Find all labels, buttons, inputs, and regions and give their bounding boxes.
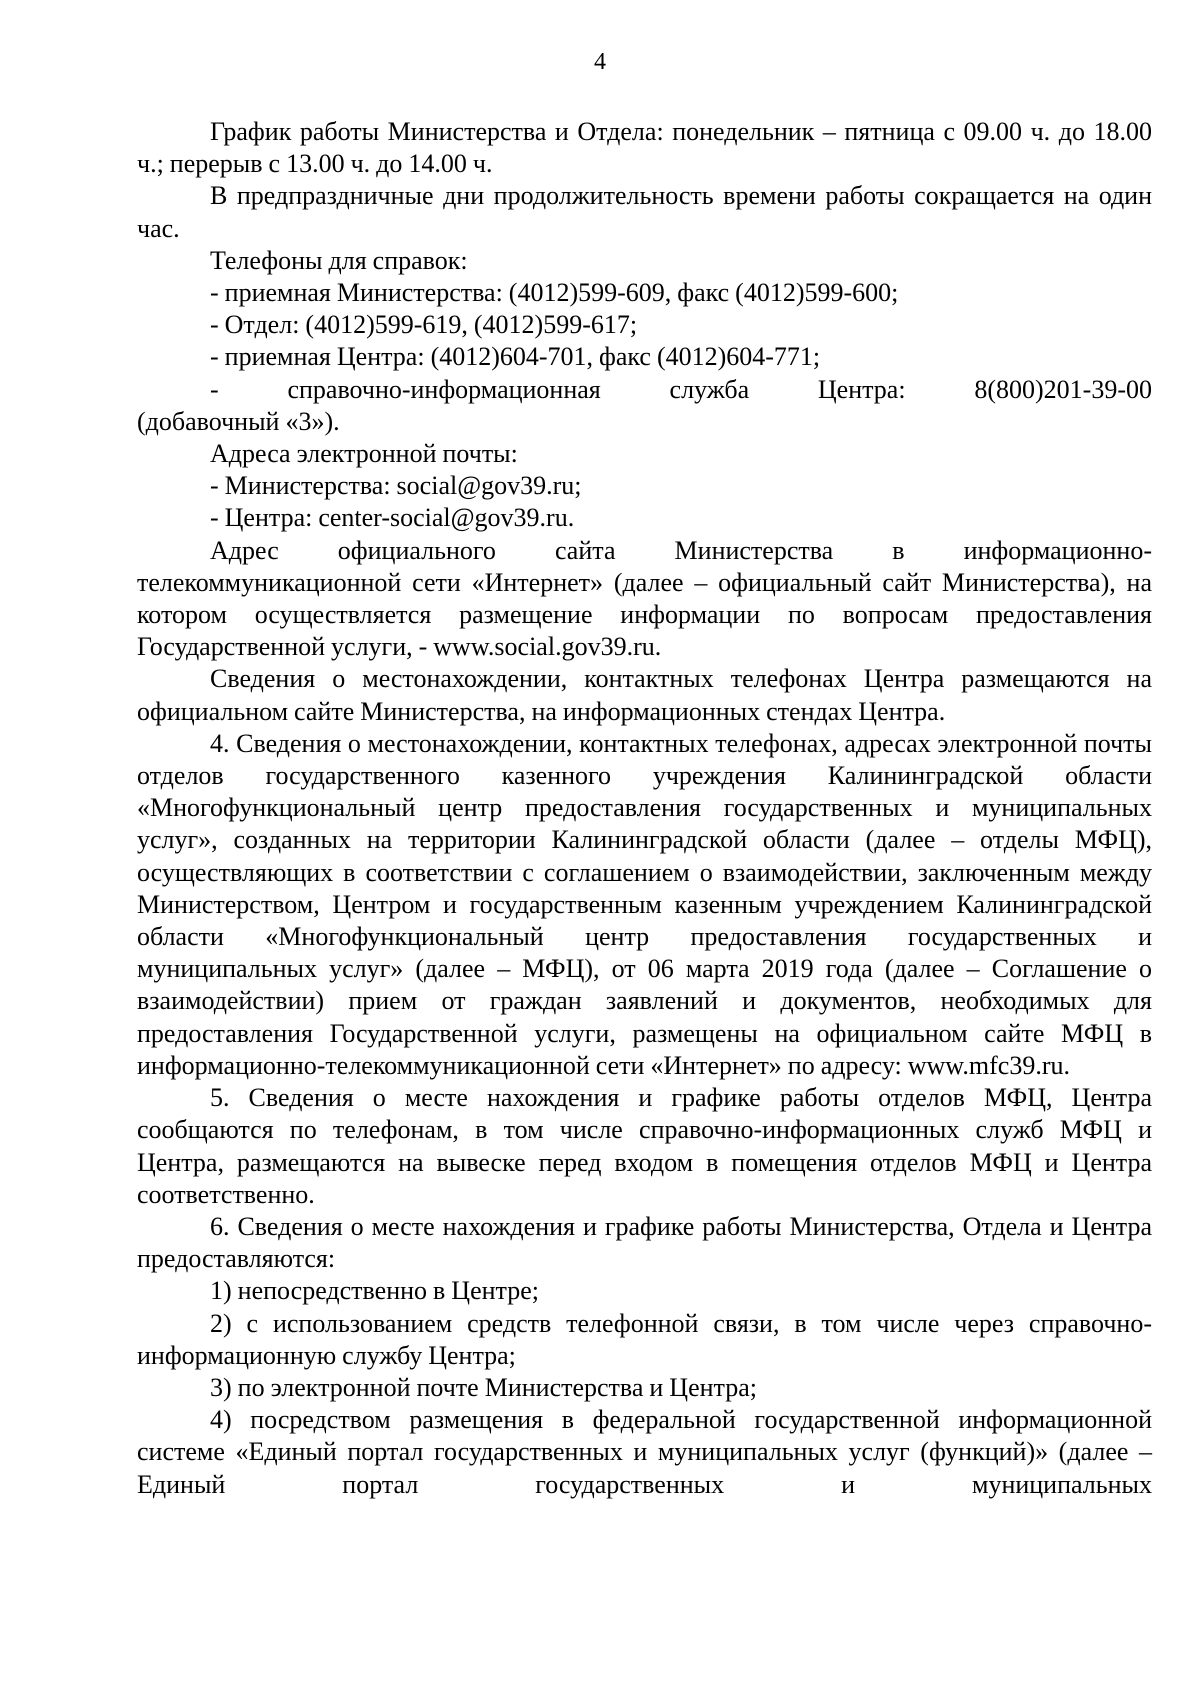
list-item-6-1: 1) непосредственно в Центре; [210,1276,539,1306]
document-body [137,116,1152,1501]
list-item-center-hotline-ext: (добавочный «3»). [137,406,340,436]
paragraph-pre-holiday: В предпраздничные дни продолжительность времени работы сокращается на один час. [137,181,1152,243]
paragraph-item-4: 4. Сведения о местонахождении, контактных телефонах, адресах электронной почты отделов государственного казенного учреждения Калининградской области «Многофункциональный центр предоставления государственных и муниципальных услуг», созданных на территории Калининградской области (далее – отделы МФЦ), осуществляющих в соответствии с соглашением о взаимодействии, заключенным между Министерством, Центром и государственным казенным учреждением Калининградской области «Многофункциональный центр предоставления государственных и муниципальных услуг» (далее – МФЦ), от 06 марта 2019 года (далее – Соглашение о взаимодействии) прием от граждан заявлений и документов, необходимых для предоставления Государственной услуги, размещены на официальном сайте МФЦ в информационно-телекоммуникационной сети «Интернет» по адресу: www.mfc39.ru. [137,728,1152,1080]
paragraph-item-6: 6. Сведения о месте нахождения и графике работы Министерства, Отдела и Центра предоставляются: [137,1211,1152,1274]
list-item-center-reception: - приемная Центра: (4012)604-701, факс (4012)604-771; [210,342,821,372]
list-item-6-4: 4) посредством размещения в федеральной государственной информационной системе «Единый портал государственных и муниципальных услуг (функций)» (далее – Единый портал государственных и муниципальных [137,1405,1152,1499]
paragraph-work-schedule: График работы Министерства и Отдела: понедельник – пятница с 09.00 ч. до 18.00 ч.; перерыв с 13.00 ч. до 14.00 ч. [137,117,1152,179]
paragraph-phones-heading: Телефоны для справок: [210,245,468,275]
list-item-center-email: - Центра: center-social@gov39.ru. [210,503,575,533]
list-item-ministry-reception: - приемная Министерства: (4012)599-609, факс (4012)599-600; [210,278,899,308]
list-item-ministry-email: - Министерства: social@gov39.ru; [210,471,582,501]
paragraph-email-heading: Адреса электронной почты: [210,439,518,469]
list-item-6-2: 2) с использованием средств телефонной связи, в том числе через справочно-информационную службу Центра; [137,1308,1152,1370]
paragraph-website: телекоммуникационной сети «Интернет» (далее – официальный сайт Министерства), на котором осуществляется размещение информации по вопросам предоставления Государственной услуги, - www.social.gov39.ru. [137,567,1152,662]
list-item-department-phones: - Отдел: (4012)599-619, (4012)599-617; [210,310,638,340]
page-number: 4 [594,49,606,75]
list-item-6-3: 3) по электронной почте Министерства и Центра; [210,1372,757,1402]
paragraph-center-info: Сведения о местонахождении, контактных телефонах Центра размещаются на официальном сайте Министерства, на информационных стендах Центра. [137,664,1152,726]
paragraph-item-5: 5. Сведения о месте нахождения и графике работы отделов МФЦ, Центра сообщаются по телефонам, в том числе справочно-информационных служб МФЦ и Центра, размещаются на вывеске перед входом в помещения отделов МФЦ и Центра соответственно. [137,1083,1152,1209]
list-item-center-hotline: - справочно-информационная служба Центра: 8(800)201-39-00 [210,374,1152,404]
paragraph-website-first-line: Адрес официального сайта Министерства в информационно- [210,535,1152,565]
